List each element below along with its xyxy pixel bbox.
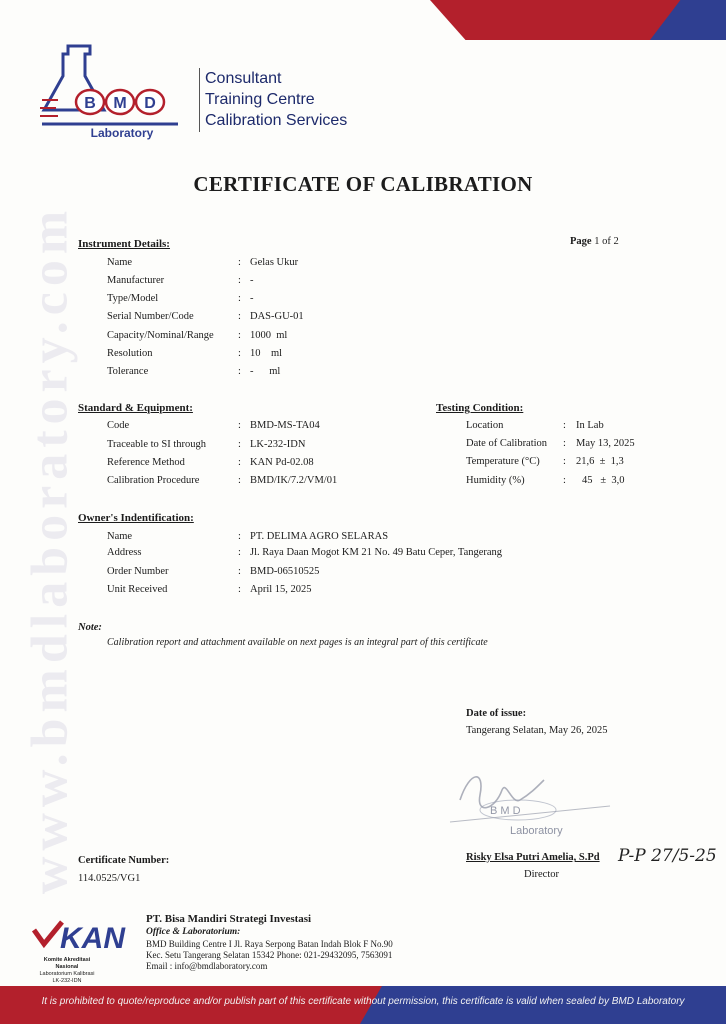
page-total: 2	[613, 236, 619, 247]
kan-line3: LK-232-IDN	[52, 978, 82, 984]
testing-heading: Testing Condition:	[436, 402, 524, 414]
owner-label: Order Number	[107, 566, 169, 577]
logo-letter-d: D	[144, 95, 156, 112]
company-address1: BMD Building Centre I Jl. Raya Serpong Batan Indah Blok F No.90	[146, 939, 393, 949]
colon: :	[238, 547, 241, 558]
testing-value: 45 ± 3,0	[582, 475, 625, 486]
service-consultant: Consultant	[205, 70, 282, 87]
owner-value: PT. DELIMA AGRO SELARAS	[250, 531, 389, 542]
company-subtitle: Office & Laboratorium:	[146, 927, 241, 937]
signature-stamp	[440, 760, 620, 840]
instrument-value: 10 ml	[250, 348, 283, 359]
colon: :	[238, 330, 241, 341]
testing-label: Date of Calibration	[466, 438, 548, 449]
colon: :	[238, 257, 241, 268]
kan-check-icon	[32, 918, 132, 952]
colon: :	[238, 584, 241, 595]
owner-label: Name	[107, 531, 133, 542]
logo-divider	[199, 68, 200, 132]
signature-icon	[440, 760, 620, 840]
standard-value: LK-232-IDN	[250, 439, 306, 450]
instrument-label: Resolution	[107, 348, 153, 359]
certificate-title: CERTIFICATE OF CALIBRATION	[193, 172, 533, 196]
kan-logo	[32, 918, 132, 984]
testing-label: Humidity (%)	[466, 475, 525, 486]
logo-letter-b: B	[84, 95, 96, 112]
colon: :	[563, 456, 566, 467]
instrument-label: Serial Number/Code	[107, 311, 194, 322]
colon: :	[563, 420, 566, 431]
instrument-label: Name	[107, 257, 133, 268]
standard-label: Calibration Procedure	[107, 475, 200, 486]
company-address2: Kec. Setu Tangerang Selatan 15342 Phone: 021-29432095, 7563091	[146, 950, 393, 960]
instrument-value: 1000 ml	[250, 330, 288, 341]
service-training: Training Centre	[205, 91, 315, 108]
watermark: www.bmdlaboratory.com	[21, 204, 79, 895]
page-prefix: Page	[570, 236, 592, 247]
owner-value: April 15, 2025	[250, 584, 312, 595]
certificate-heading: Certificate Number:	[78, 855, 170, 866]
testing-value: In Lab	[576, 420, 604, 431]
colon: :	[238, 275, 241, 286]
page-current: 1	[594, 236, 600, 247]
testing-label: Temperature (°C)	[466, 456, 540, 467]
services-list	[205, 68, 347, 131]
colon: :	[563, 438, 566, 449]
colon: :	[238, 439, 241, 450]
issue-place-date: Tangerang Selatan, May 26, 2025	[466, 725, 608, 736]
owner-heading: Owner's Indentification:	[78, 512, 194, 524]
colon: :	[238, 475, 241, 486]
colon: :	[563, 475, 566, 486]
instrument-value: DAS-GU-01	[250, 311, 304, 322]
handwritten-note: P-P 27/5-25	[618, 846, 717, 866]
service-calibration: Calibration Services	[205, 112, 348, 129]
standard-value: KAN Pd-02.08	[250, 457, 314, 468]
signatory-name: Risky Elsa Putri Amelia, S.Pd	[466, 852, 600, 863]
instrument-label: Capacity/Nominal/Range	[107, 330, 214, 341]
testing-value: 21,6 ± 1,3	[576, 456, 624, 467]
colon: :	[238, 531, 241, 542]
colon: :	[238, 348, 241, 359]
instrument-value: - ml	[250, 366, 281, 377]
colon: :	[238, 366, 241, 377]
logo-sub: Laboratory	[90, 126, 154, 140]
company-info	[146, 912, 393, 972]
flask-icon	[38, 40, 198, 140]
svg-text:B M D: B M D	[490, 805, 521, 817]
issue-heading: Date of issue:	[466, 708, 527, 719]
note-heading: Note:	[78, 622, 102, 633]
owner-label: Address	[107, 547, 142, 558]
kan-line1: Komite Akreditasi Nasional	[43, 957, 91, 970]
certificate-number: 114.0525/VG1	[78, 873, 141, 884]
standard-label: Traceable to SI through	[107, 439, 207, 450]
colon: :	[238, 311, 241, 322]
instrument-label: Tolerance	[107, 366, 149, 377]
testing-value: May 13, 2025	[576, 438, 635, 449]
testing-label: Location	[466, 420, 504, 431]
kan-wordmark: KAN	[60, 922, 125, 952]
colon: :	[238, 566, 241, 577]
signatory-role: Director	[524, 869, 559, 880]
colon: :	[238, 457, 241, 468]
instrument-label: Manufacturer	[107, 275, 165, 286]
company-name: PT. Bisa Mandiri Strategi Investasi	[146, 913, 312, 925]
instrument-label: Type/Model	[107, 293, 159, 304]
page-indicator	[570, 236, 619, 247]
standard-value: BMD-MS-TA04	[250, 420, 320, 431]
colon: :	[238, 420, 241, 431]
page-of: of	[602, 236, 611, 247]
logo-letter-m: M	[113, 95, 127, 112]
owner-value: Jl. Raya Daan Mogot KM 21 No. 49 Batu Ceper, Tangerang	[250, 547, 503, 558]
standard-label: Reference Method	[107, 457, 185, 468]
bmd-logo	[38, 40, 198, 140]
owner-value: BMD-06510525	[250, 566, 320, 577]
standard-heading: Standard & Equipment:	[78, 402, 193, 414]
footer-disclaimer: It is prohibited to quote/reproduce and/or publish part of this certificate without permission, this certificate is valid when sealed by BMD Laboratory	[41, 996, 685, 1007]
note-text: Calibration report and attachment available on next pages is an integral part of this certificate	[107, 637, 488, 648]
kan-line2: Laboratorium Kalibrasi	[39, 971, 95, 977]
instrument-value: Gelas Ukur	[250, 257, 299, 268]
standard-value: BMD/IK/7.2/VM/01	[250, 475, 338, 486]
standard-label: Code	[107, 420, 130, 431]
company-email: Email : info@bmdlaboratory.com	[146, 961, 268, 971]
instrument-value: -	[250, 275, 254, 286]
instrument-heading: Instrument Details:	[78, 238, 170, 250]
instrument-value: -	[250, 293, 254, 304]
owner-label: Unit Received	[107, 584, 168, 595]
colon: :	[238, 293, 241, 304]
stamp-text: Laboratory	[510, 825, 563, 837]
